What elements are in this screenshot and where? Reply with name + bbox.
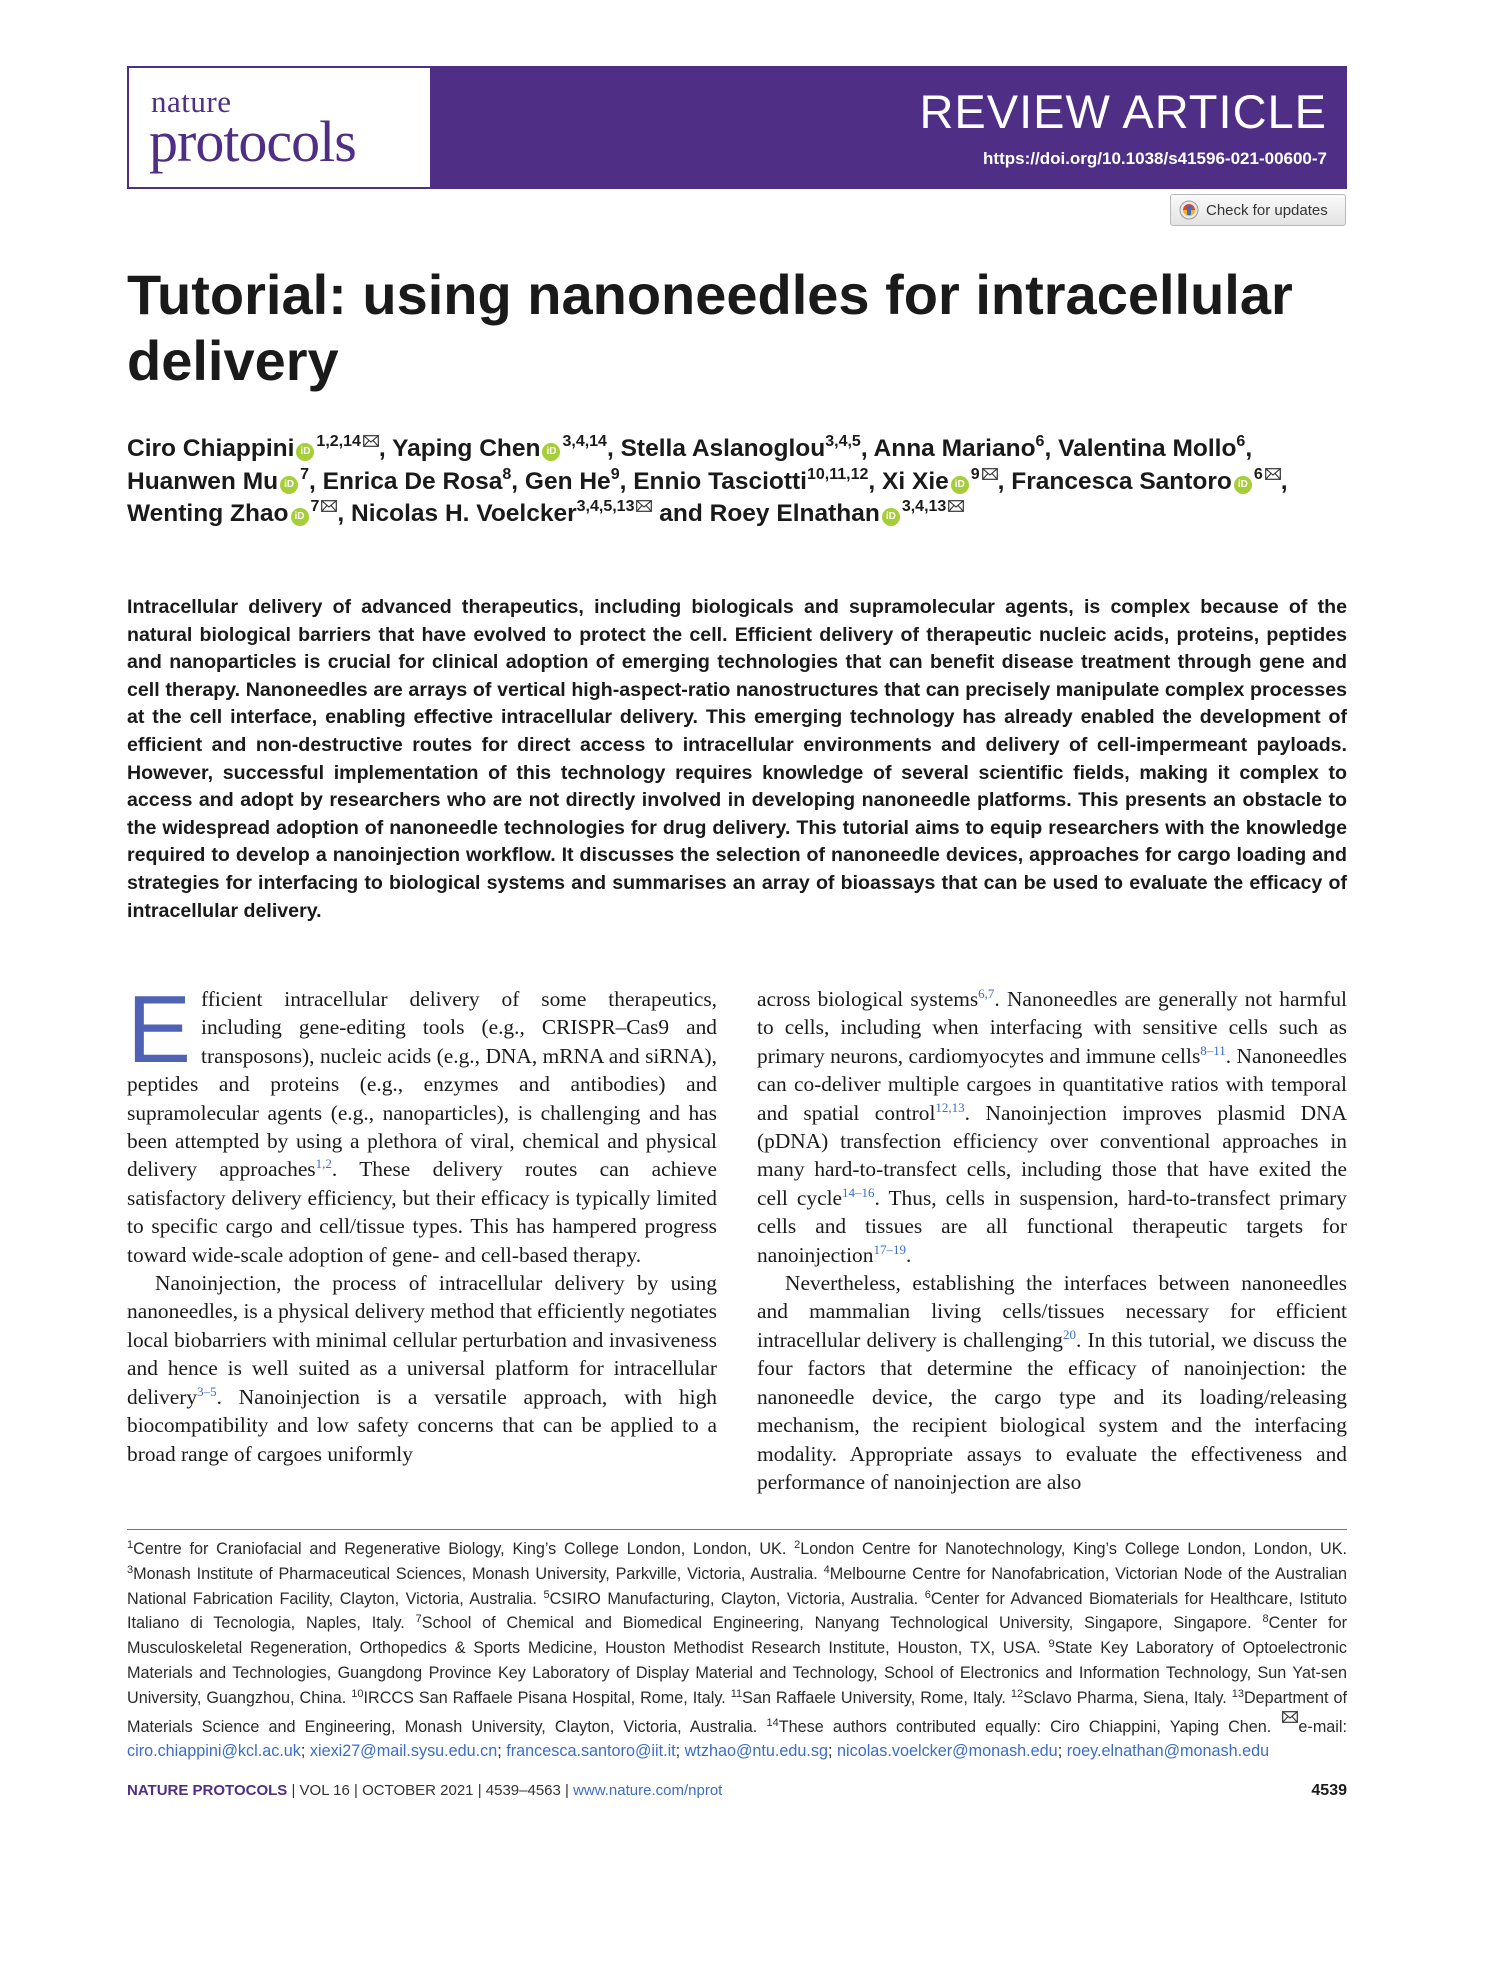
crossmark-icon — [1179, 200, 1199, 220]
email-link[interactable]: ciro.chiappini@kcl.ac.uk — [127, 1742, 301, 1761]
author-name[interactable]: Anna Mariano — [873, 435, 1036, 462]
footer-journal: NATURE PROTOCOLS — [127, 1782, 288, 1799]
body-text: . Thus, cells in suspension, hard-to-transfect primary cells and tissues are all functional therapeutic targets for nanoinjection — [757, 1185, 1347, 1267]
body-text: across biological systems — [757, 987, 979, 1011]
author-separator: , — [619, 467, 634, 495]
affiliation-text: CSIRO Manufacturing, Clayton, Victoria, Australia. — [549, 1589, 919, 1608]
author-name[interactable]: Stella Aslanoglou — [620, 435, 826, 462]
author-name[interactable]: Gen He — [524, 467, 611, 495]
author-separator: , — [511, 467, 525, 495]
author-separator: , — [606, 435, 621, 462]
affiliation-number: 2 — [794, 1539, 801, 1551]
author-name[interactable]: Valentina Mollo — [1058, 435, 1237, 462]
author-entry — [127, 435, 379, 462]
journal-header — [127, 66, 1347, 189]
orcid-icon[interactable]: iD — [280, 476, 298, 494]
author-list — [127, 433, 1357, 531]
affiliation-text: School of Chemical and Biomedical Engineering, Nanyang Technological University, Singapore, Singapore. — [421, 1614, 1252, 1633]
citation-link[interactable]: 1,2 — [315, 1156, 332, 1172]
footer-url-link[interactable]: www.nature.com/nprot — [573, 1782, 723, 1799]
affiliation-number: 8 — [1262, 1613, 1269, 1626]
email-link[interactable]: nicolas.voelcker@monash.edu — [837, 1742, 1058, 1761]
author-entry — [351, 500, 652, 527]
page-number: 4539 — [1311, 1782, 1347, 1799]
body-text: Nevertheless, establishing the interfaces between nanoneedles and mammalian living cells/tissues necessary for efficient intracellular delivery is challenging — [757, 1271, 1347, 1352]
author-separator: , — [1245, 435, 1253, 462]
author-entry — [127, 500, 337, 527]
affiliation-number: 9 — [1048, 1638, 1055, 1651]
affiliation-number: 4 — [823, 1563, 830, 1576]
author-affiliation-numbers: 8 — [502, 465, 512, 483]
affiliation-text: London Centre for Nanotechnology, King’s College London, London, UK. — [800, 1540, 1348, 1558]
citation-link[interactable]: 17–19 — [873, 1241, 906, 1257]
author-separator: , — [997, 467, 1012, 495]
affiliation-text: These authors contributed equally: Ciro Chiappini, Yaping Chen. — [778, 1717, 1272, 1736]
author-affiliation-numbers: 1,2,14 — [316, 433, 361, 450]
affiliation-text: Melbourne Centre for Nanofabrication, Victorian Node of the Australian National Fabrication Facility, Clayton, Victoria, Australia. — [127, 1564, 1347, 1608]
author-entry — [322, 465, 512, 495]
author-separator: , — [1280, 467, 1288, 495]
author-separator: , — [378, 435, 393, 462]
author-affiliation-numbers: 3,4,14 — [562, 433, 607, 450]
body-text: . Nanoinjection is a versatile approach, with high biocompatibility and low safety concerns that can be applied to a broad range of cargoes uniformly — [127, 1384, 717, 1466]
author-name[interactable]: Ciro Chiappini — [127, 435, 295, 462]
author-entry — [633, 465, 869, 495]
affiliation-number: 6 — [924, 1588, 931, 1601]
orcid-icon[interactable]: iD — [296, 443, 314, 461]
author-affiliation-numbers: 6 — [1035, 433, 1045, 450]
page-footer: NATURE PROTOCOLS | VOL 16 | OCTOBER 2021 | 4539–4563 | www.nature.com/nprot 4539 — [127, 1782, 1347, 1799]
affiliation-number: 1 — [127, 1539, 134, 1551]
affiliation-number: 12 — [1010, 1687, 1024, 1700]
email-label: e-mail: — [1298, 1717, 1347, 1736]
author-entry — [874, 435, 1045, 462]
author-separator: , — [337, 500, 352, 528]
email-icon[interactable] — [321, 500, 337, 512]
affiliation-text: Centre for Craniofacial and Regenerative Biology, King’s College London, London, UK. — [133, 1540, 787, 1558]
affiliation-number: 10 — [351, 1687, 364, 1700]
author-entry — [1058, 435, 1245, 462]
author-name[interactable]: Wenting Zhao — [127, 500, 289, 528]
body-column-left — [127, 976, 717, 1468]
author-entry — [1011, 465, 1281, 495]
author-entry — [127, 465, 309, 495]
affiliation-number: 13 — [1231, 1687, 1244, 1700]
body-text: . In this tutorial, we discuss the four factors that determine the efficacy of nanoinjection: the nanoneedle device, the cargo type and its loading/releasing mechanism, the recipient biological system and the interfacing modality. Appropriate assays to evaluate the effectiveness and performance of nanoinjection are also — [757, 1327, 1347, 1494]
affiliation-text: Sclavo Pharma, Siena, Italy. — [1023, 1688, 1227, 1707]
body-text: . — [905, 1242, 912, 1267]
affiliations-footnote: $^1$Centre for Craniofacial and Regenerative Biology, King’s College London, London, UK. $^2$London Centre for Nanotechnology, King’s College London, London, UK. $^3$Monash Institute of Pharmaceutical Sciences, Monash University, Parkville, Victoria, Australia. $^4$Melbourne Centre for Nanofabrication, Victorian Node of the Australian National Fabrication Facility, Clayton, Victoria, Australia. $^5$CSIRO Manufacturing, Clayton, Victoria, Australia. $^6$Center for Advanced Biomaterials for Healthcare, Istituto Italiano di Tecnologia, Naples, Italy. $^7$School of Chemical and Biomedical Engineering, Nanyang Technological University, Singapore, Singapore. $^8$Center for Musculoskeletal Regeneration, Orthopedics & Sports Medicine, Houston Methodist Research Institute, Houston, TX, USA. $^9$State Key Laboratory of Optoelectronic Materials and Technologies, Guangdong Province Key Laboratory of Display Material and Technology, School of Electronics and Information Technology, Sun Yat-sen University, Guangzhou, China. $^{10}$IRCCS San Raffaele Pisana Hospital, Rome, Italy. $^{11}$San Raffaele University, Rome, Italy. $^{12}$Sclavo Pharma, Siena, Italy. $^{13}$Department of Materials Science and Engineering, Monash University, Clayton, Victoria, Australia. $^{14}$These authors contributed equally: Ciro Chiappini, Yaping Chen. e-mail: ciro.chiappini@kcl.ac.uk; xiexi27@mail.sysu.edu.cn; francesca.santoro@iit.it; wtzhao@ntu.edu.sg; nicolas.voelcker@monash.edu; roey.elnathan@monash.edu — [127, 1539, 1348, 1761]
logo-nature-text: nature — [151, 84, 232, 119]
orcid-icon[interactable]: iD — [882, 508, 900, 526]
email-icon[interactable] — [1282, 1711, 1298, 1723]
logo-protocols-text: protocols — [149, 109, 356, 174]
citation-link[interactable]: 20 — [1062, 1326, 1076, 1342]
email-icon[interactable] — [948, 500, 964, 512]
author-affiliation-numbers: 3,4,5 — [825, 433, 861, 450]
affiliation-text: IRCCS San Raffaele Pisana Hospital, Rome, Italy. — [363, 1688, 726, 1707]
author-affiliation-numbers: 9 — [610, 465, 620, 483]
affiliation-number: 3 — [127, 1563, 134, 1576]
email-link[interactable]: roey.elnathan@monash.edu — [1066, 1742, 1270, 1761]
author-name[interactable]: Yaping Chen — [392, 435, 541, 462]
affiliation-text: San Raffaele University, Rome, Italy. — [742, 1688, 1006, 1707]
author-affiliation-numbers: 6 — [1236, 433, 1246, 450]
author-affiliation-numbers: 3,4,5,13 — [576, 498, 635, 516]
article-type: REVIEW ARTICLE — [919, 85, 1327, 138]
footer-pages: 4539–4563 — [485, 1782, 561, 1799]
author-affiliation-numbers: 7 — [310, 498, 320, 516]
body-text: Nanoinjection, the process of intracellular delivery by using nanoneedles, is a physical delivery method that efficiently negotiates local biobarriers with minimal cellular perturbation and invasiveness and hence is well suited as a universal platform for intracellular delivery — [127, 1271, 717, 1409]
orcid-icon[interactable]: iD — [291, 508, 309, 526]
email-icon[interactable] — [982, 468, 998, 480]
footnote-divider — [127, 1529, 1347, 1530]
body-text: . Nanoneedles can co-deliver multiple cargoes in quantitative ratios with temporal and spatial control — [757, 1043, 1347, 1125]
author-name[interactable]: Huanwen Mu — [127, 467, 279, 495]
author-entry — [710, 500, 965, 527]
drop-cap: E — [127, 976, 192, 1083]
body-text: . Nanoinjection improves plasmid DNA (pDNA) transfection efficiency over conventional approaches in many hard-to-transfect cells, including those that have exited the cell cycle — [757, 1100, 1347, 1210]
email-link[interactable]: francesca.santoro@iit.it — [506, 1742, 676, 1761]
doi-link[interactable]: https://doi.org/10.1038/s41596-021-00600-7 — [983, 149, 1327, 168]
author-entry — [524, 465, 620, 495]
footer-date: OCTOBER 2021 — [362, 1782, 474, 1799]
affiliation-number: 7 — [415, 1613, 422, 1626]
journal-logo[interactable] — [127, 66, 432, 189]
body-paragraph-2 — [127, 1269, 717, 1468]
author-entry — [621, 435, 861, 462]
author-affiliation-numbers: 7 — [300, 465, 309, 483]
abstract: Intracellular delivery of advanced therapeutics, including biologicals and supramolecular agents, is complex because of the natural biological barriers that have evolved to protect the cell. Efficient delivery of therapeutic nucleic acids, proteins, peptides and nanoparticles is crucial for clinical adoption of emerging technologies that can benefit disease treatment through gene and cell therapy. Nanoneedles are arrays of vertical high-aspect-ratio nanostructures that can precisely manipulate complex processes at the cell interface, enabling effective intracellular delivery. This emerging technology has already enabled the development of efficient and non-destructive routes for direct access to intracellular environments and delivery of cell-impermeant payloads. However, successful implementation of this technology requires knowledge of several scientific fields, making it complex to access and adopt by researchers who are not directly involved in developing nanoneedle platforms. This presents an obstacle to the widespread adoption of nanoneedle technologies for drug delivery. This tutorial aims to equip researchers with the knowledge required to develop a nanoinjection workflow. It discusses the selection of nanoneedle devices, approaches for cargo loading and strategies for interfacing to biological systems and summarises an array of bioassays that can be used to evaluate the efficacy of intracellular delivery. — [127, 596, 1347, 922]
author-separator: , — [868, 467, 883, 495]
email-icon[interactable] — [1265, 468, 1281, 480]
author-separator: , — [309, 467, 323, 495]
body-text: . These delivery routes can achieve satisfactory delivery efficiency, but their efficacy is typically limited to specific cargo and cell/tissue types. This has hampered progress toward wide-scale adoption of gene- and cell-based therapy. — [127, 1157, 717, 1267]
affiliation-text: Center for Advanced Biomaterials for Healthcare, Istituto Italiano di Tecnologia, Naples, Italy. — [127, 1589, 1348, 1633]
email-link[interactable]: wtzhao@ntu.edu.sg — [684, 1742, 828, 1761]
orcid-icon[interactable]: iD — [1234, 476, 1252, 494]
email-icon[interactable] — [636, 500, 652, 512]
citation-link[interactable]: 8–11 — [1200, 1042, 1226, 1058]
footer-volume: VOL 16 — [299, 1782, 350, 1799]
citation-link[interactable]: 12,13 — [935, 1099, 965, 1115]
author-affiliation-numbers: 6 — [1253, 465, 1263, 483]
affiliation-text: Center for Musculoskeletal Regeneration, Orthopedics & Sports Medicine, Houston Methodist Research Institute, Houston, TX, USA. — [127, 1614, 1348, 1658]
author-separator-and: and — [652, 500, 710, 528]
citation-link[interactable]: 6,7 — [978, 986, 995, 1001]
body-column-right — [757, 985, 1347, 1496]
affiliation-text: State Key Laboratory of Optoelectronic Materials and Technologies, Guangdong Province Key Laboratory of Display Material and Technology, School of Electronics and Information Technology, Sun Yat-sen University, Guangzhou, China. — [127, 1639, 1347, 1707]
citation-link[interactable]: 3–5 — [197, 1383, 217, 1399]
orcid-icon[interactable]: iD — [542, 443, 560, 461]
author-affiliation-numbers: 3,4,13 — [901, 498, 947, 516]
author-name[interactable]: Xi Xie — [882, 467, 949, 495]
author-name[interactable]: Roey Elnathan — [709, 500, 880, 528]
citation-link[interactable]: 14–16 — [842, 1184, 875, 1200]
check-for-updates-button[interactable] — [1170, 194, 1346, 226]
author-name[interactable]: Nicolas H. Voelcker — [351, 500, 577, 528]
body-text: fficient intracellular delivery of some therapeutics, including gene-editing tools (e.g., CRISPR–Cas9 and transposons), nucleic acids (e.g., DNA, mRNA and siRNA), peptides and proteins (e.g., enzymes and antibodies) and supramolecular agents (e.g., nanoparticles), is challenging and has been attempted by using a plethora of viral, chemical and physical delivery approaches — [127, 987, 717, 1182]
article-title: Tutorial: using nanoneedles for intracellular delivery — [127, 263, 1293, 392]
orcid-icon[interactable]: iD — [951, 476, 969, 494]
author-separator: , — [1044, 435, 1059, 462]
affiliation-number: 11 — [730, 1687, 743, 1700]
affiliation-text: Department of Materials Science and Engineering, Monash University, Clayton, Victoria, Australia. — [127, 1688, 1348, 1736]
author-name[interactable]: Francesca Santoro — [1011, 467, 1232, 495]
affiliation-number: 14 — [766, 1716, 779, 1729]
affiliation-text: Monash Institute of Pharmaceutical Sciences, Monash University, Parkville, Victoria, Australia. — [133, 1564, 818, 1583]
author-name[interactable]: Enrica De Rosa — [322, 467, 503, 495]
author-affiliation-numbers: 9 — [970, 465, 980, 483]
author-separator: , — [860, 435, 874, 462]
author-affiliation-numbers: 10,11,12 — [807, 465, 869, 483]
author-entry — [882, 465, 998, 495]
author-name[interactable]: Ennio Tasciotti — [633, 467, 807, 495]
body-paragraph-4 — [757, 1269, 1347, 1496]
body-paragraph-1 — [127, 976, 717, 1269]
email-icon[interactable] — [363, 435, 379, 447]
email-link[interactable]: xiexi27@mail.sysu.edu.cn — [309, 1742, 498, 1761]
body-text: . Nanoneedles are generally not harmful to cells, including when interfacing with sensitive cells such as primary neurons, cardiomyocytes and immune cells — [757, 987, 1347, 1068]
check-for-updates-label: Check for updates — [1206, 201, 1328, 219]
affiliation-number: 5 — [543, 1588, 550, 1601]
author-entry — [392, 435, 607, 462]
body-paragraph-3 — [757, 985, 1347, 1269]
